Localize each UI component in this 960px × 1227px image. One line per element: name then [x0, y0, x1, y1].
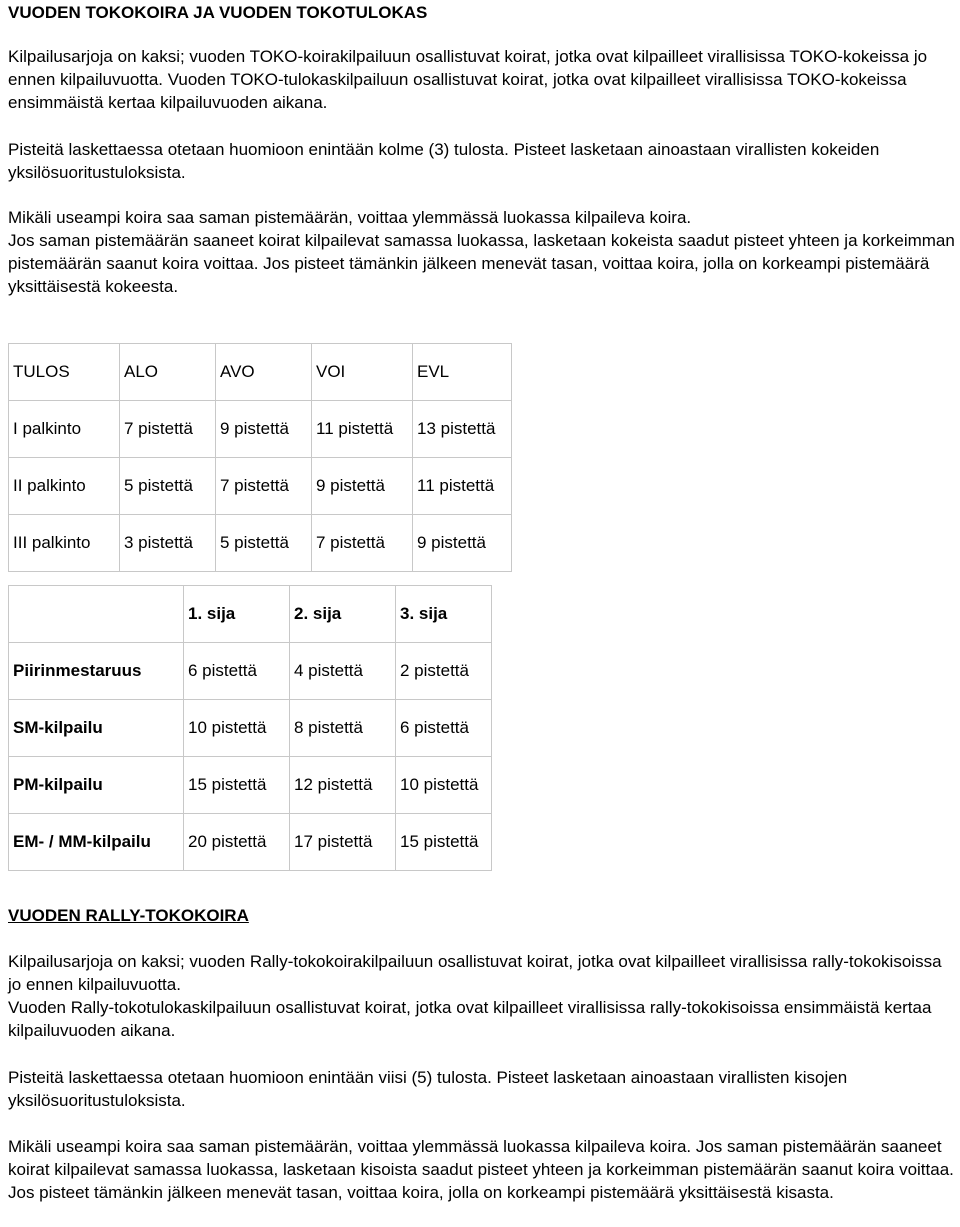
table-cell: 11 pistettä [312, 401, 413, 458]
table-row [9, 458, 512, 515]
table-header-cell: VOI [312, 344, 413, 401]
table-cell: 20 pistettä [184, 814, 290, 871]
table-header-cell: 3. sija [396, 586, 492, 643]
table-header-cell [9, 586, 184, 643]
table-cell: 15 pistettä [396, 814, 492, 871]
table-cell: 8 pistettä [290, 700, 396, 757]
table-row [9, 515, 512, 572]
table-header-cell: AVO [216, 344, 312, 401]
table-cell: 5 pistettä [120, 458, 216, 515]
table-cell: 12 pistettä [290, 757, 396, 814]
table-header-cell: ALO [120, 344, 216, 401]
row-label-cell: III palkinto [9, 515, 120, 572]
toko-paragraph-results: Pisteitä laskettaessa otetaan huomioon enintään kolme (3) tulosta. Pisteet lasketaan ainoastaan virallisten kokeiden yksilösuoritustuloksista. [8, 140, 880, 183]
table-cell: 10 pistettä [184, 700, 290, 757]
table-row [9, 757, 492, 814]
table-cell: 5 pistettä [216, 515, 312, 572]
table-cell: 7 pistettä [216, 458, 312, 515]
table-cell: 6 pistettä [184, 643, 290, 700]
table-cell: 2 pistettä [396, 643, 492, 700]
row-label-cell: SM-kilpailu [9, 700, 184, 757]
row-label-cell: PM-kilpailu [9, 757, 184, 814]
table-header-row [9, 344, 512, 401]
rally-heading: VUODEN RALLY-TOKOKOIRA [8, 906, 249, 925]
rally-paragraph-series: Kilpailusarjoja on kaksi; vuoden Rally-tokokoirakilpailuun osallistuvat koirat, jotka ovat kilpailleet virallisissa rally-tokokisoissa jo ennen kilpailuvuotta. [8, 952, 942, 995]
table-cell: 9 pistettä [312, 458, 413, 515]
row-label-cell: EM- / MM-kilpailu [9, 814, 184, 871]
class-points-table [8, 343, 512, 572]
rally-paragraph-newcomers: Vuoden Rally-tokotulokaskilpailuun osallistuvat koirat, jotka ovat kilpailleet virallisissa rally-tokokisoissa ensimmäistä kertaa kilpailuvuoden aikana. [8, 998, 932, 1041]
table-row [9, 700, 492, 757]
table-cell: 10 pistettä [396, 757, 492, 814]
row-label-cell: II palkinto [9, 458, 120, 515]
table-cell: 9 pistettä [216, 401, 312, 458]
placement-points-table [8, 585, 492, 871]
table-header-cell: 2. sija [290, 586, 396, 643]
table-cell: 13 pistettä [413, 401, 512, 458]
row-label-cell: Piirinmestaruus [9, 643, 184, 700]
table-cell: 11 pistettä [413, 458, 512, 515]
table-cell: 7 pistettä [312, 515, 413, 572]
table-cell: 4 pistettä [290, 643, 396, 700]
rally-paragraph-results: Pisteitä laskettaessa otetaan huomioon enintään viisi (5) tulosta. Pisteet lasketaan ainoastaan virallisten kisojen yksilösuoritustuloksista. [8, 1068, 848, 1111]
rally-paragraph-tie: Mikäli useampi koira saa saman pistemäärän, voittaa ylemmässä luokassa kilpaileva koira. Jos saman pistemäärän saaneet koirat kilpailevat samassa luokassa, lasketaan kisoista saadut pisteet yhteen ja korkeimman pistemäärän saanut koira voittaa. Jos pisteet tämänkin jälkeen menevät tasan, voittaa koira, jolla on korkeampi pistemäärä yksittäisestä kisasta. [8, 1137, 954, 1203]
table-cell: 17 pistettä [290, 814, 396, 871]
table-cell: 6 pistettä [396, 700, 492, 757]
table-header-cell: 1. sija [184, 586, 290, 643]
table-row [9, 643, 492, 700]
table-header-row [9, 586, 492, 643]
table-header-cell: TULOS [9, 344, 120, 401]
table-row [9, 814, 492, 871]
toko-paragraph-series: Kilpailusarjoja on kaksi; vuoden TOKO-koirakilpailuun osallistuvat koirat, jotka ovat kilpailleet virallisissa TOKO-kokeissa jo ennen kilpailuvuotta. Vuoden TOKO-tulokaskilpailuun osallistuvat koirat, jotka ovat kilpailleet virallisissa TOKO-kokeissa ensimmäistä kertaa kilpailuvuoden aikana. [8, 47, 928, 113]
toko-paragraph-tie-sum: Jos saman pistemäärän saaneet koirat kilpailevat samassa luokassa, lasketaan kokeista saadut pisteet yhteen ja korkeimman pistemäärän saanut koira voittaa. Jos pisteet tämänkin jälkeen menevät tasan, voittaa koira, jolla on korkeampi pistemäärä yksittäisestä kokeesta. [8, 231, 955, 297]
table-cell: 3 pistettä [120, 515, 216, 572]
table-row [9, 401, 512, 458]
table-cell: 7 pistettä [120, 401, 216, 458]
toko-paragraph-tie-class: Mikäli useampi koira saa saman pistemäärän, voittaa ylemmässä luokassa kilpaileva koira. [8, 208, 692, 227]
table-cell: 15 pistettä [184, 757, 290, 814]
table-cell: 9 pistettä [413, 515, 512, 572]
row-label-cell: I palkinto [9, 401, 120, 458]
table-header-cell: EVL [413, 344, 512, 401]
toko-heading: VUODEN TOKOKOIRA JA VUODEN TOKOTULOKAS [8, 3, 428, 22]
